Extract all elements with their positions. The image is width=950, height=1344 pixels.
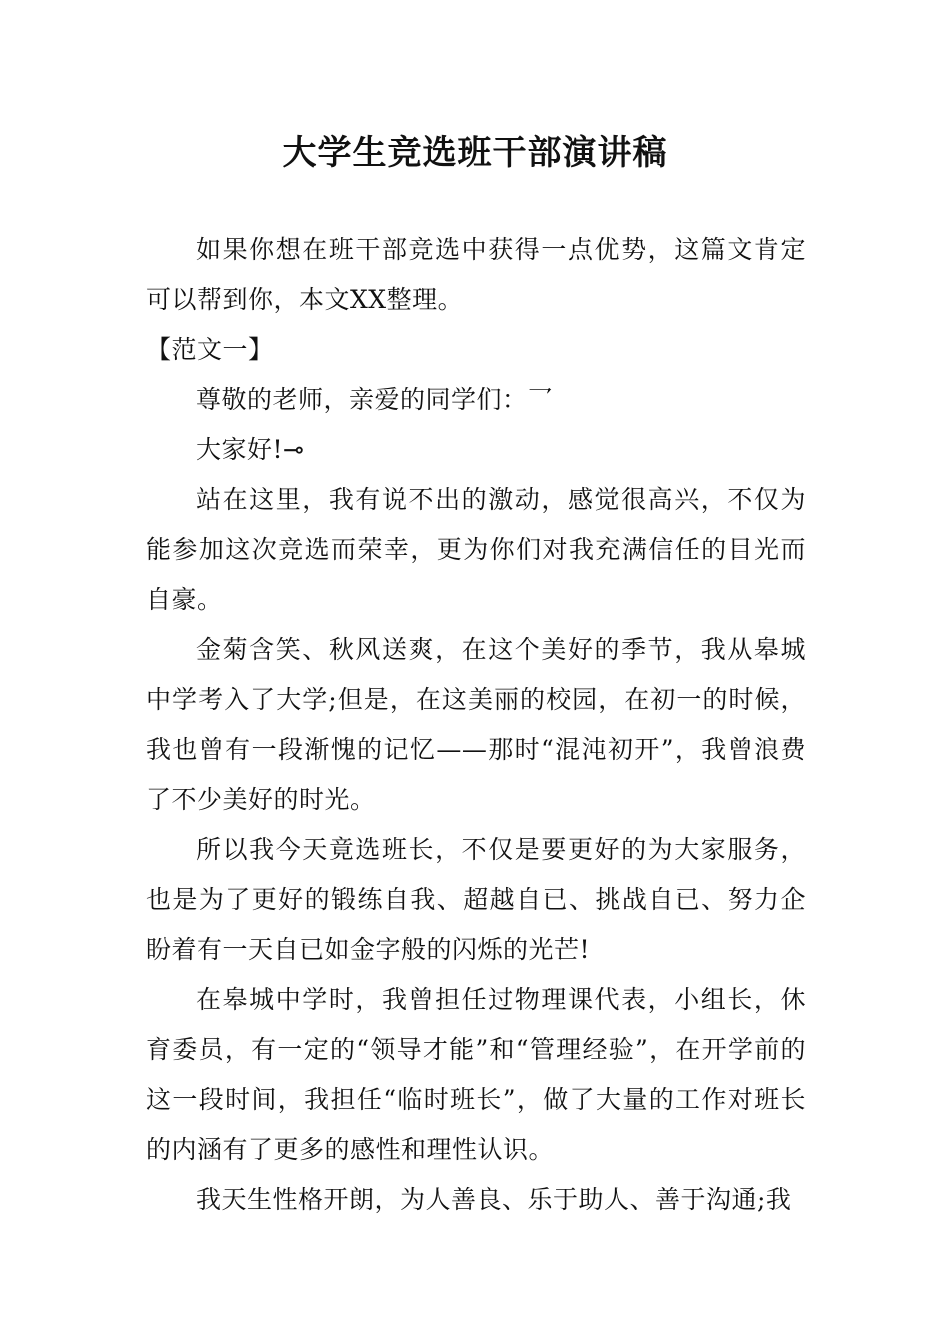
paragraph: 在皋城中学时，我曾担任过物理课代表，小组长，休育委员，有一定的“领导才能”和“管理经验”，在开学前的这一段时间，我担任“临时班长”，做了大量的工作对班长的内涵有了更多的感性和理性认识。 — [146, 985, 806, 1164]
paragraph: 站在这里，我有说不出的激动，感觉很高兴，不仅为能参加这次竞选而荣幸，更为你们对我充满信任的目光而自豪。 — [146, 485, 806, 614]
paragraph-salutation: 尊敬的老师，亲爱的同学们：乛 — [196, 385, 554, 414]
paragraph: 所以我今天竟选班长，不仅是要更好的为大家服务，也是为了更好的锻练自我、超越自已、挑战自已、努力企盼着有一天自已如金字般的闪烁的光芒! — [146, 835, 806, 964]
paragraph: 我天生性格开朗，为人善良、乐于助人、善于沟通;我 — [196, 1185, 792, 1214]
section-heading: 【范文一】 — [146, 335, 274, 364]
document-title: 大学生竞选班干部演讲稿 — [282, 133, 668, 173]
document-body — [146, 225, 806, 1225]
paragraph-greeting: 大家好!⊸ — [196, 435, 305, 464]
paragraph-intro: 如果你想在班干部竞选中获得一点优势，这篇文肯定可以帮到你，本文XX整理。 — [146, 235, 806, 314]
paragraph: 金菊含笑、秋风送爽，在这个美好的季节，我从皋城中学考入了大学;但是，在这美丽的校园，在初一的时候，我也曾有一段渐愧的记忆——那时“混沌初开”，我曾浪费了不少美好的时光。 — [146, 635, 806, 814]
